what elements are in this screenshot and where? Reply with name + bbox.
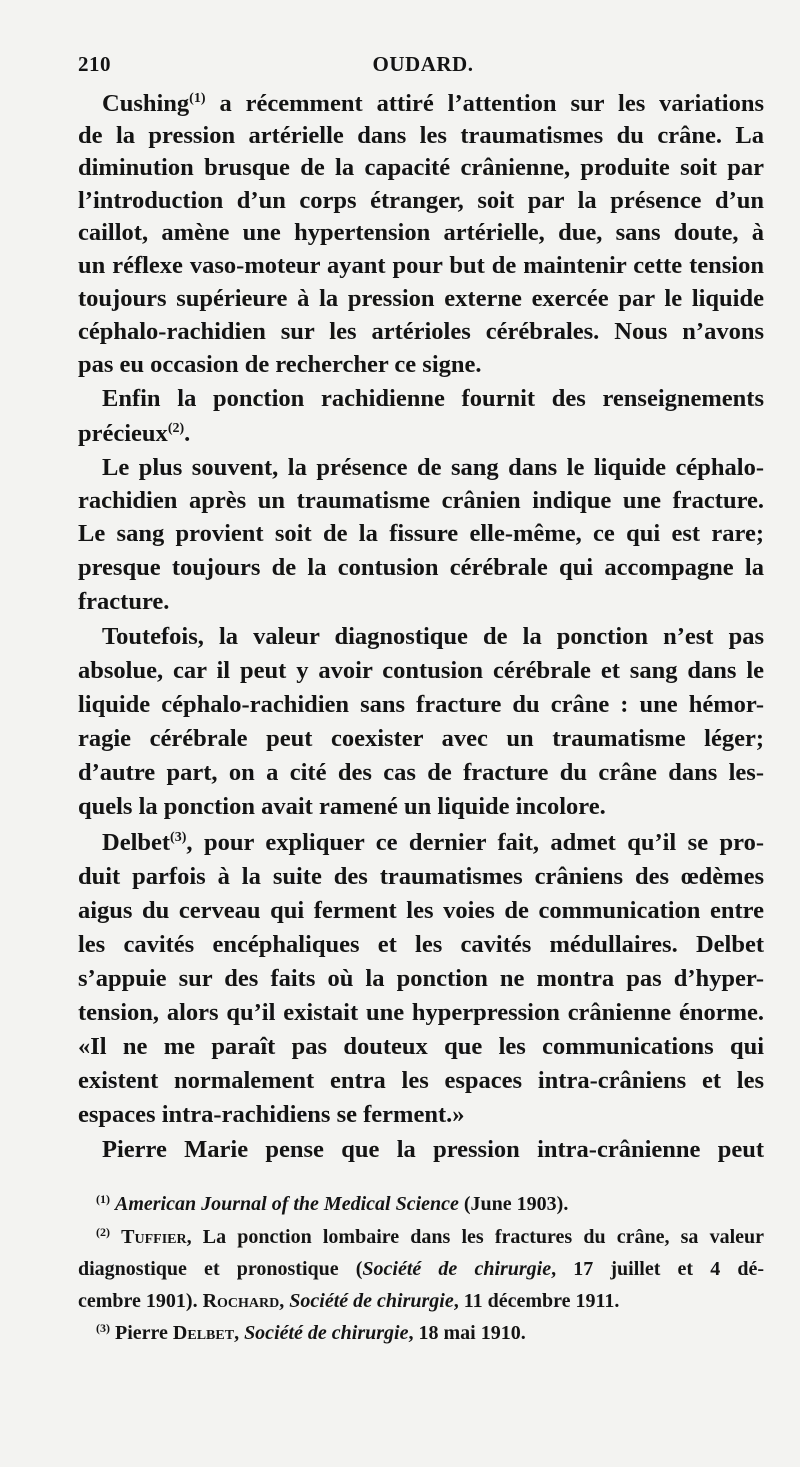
text-line: de la pression artérielle dans les traumatismes du crâne. La (78, 122, 764, 149)
text-line: Le sang provient soit de la fissure elle-même, ce qui est rare; (78, 520, 764, 547)
text-line: céphalo-rachidien sur les artérioles cérébrales. Nous n’avons (78, 318, 764, 345)
text-line: d’autre part, on a cité des cas de fracture du crâne dans les- (78, 759, 764, 786)
footnote-line: cembre 1901). Rochard, Société de chirurgie, 11 décembre 1911. (78, 1290, 620, 1312)
footnote: $^{(1)}$ American Journal of the Medical Science (June 1903). (96, 1192, 569, 1215)
text-line: précieux$^{(2)}$. (78, 420, 191, 447)
footnote-line: diagnostique et pronostique (Société de chirurgie, 17 juillet et 4 dé- (78, 1258, 764, 1280)
text-line: absolue, car il peut y avoir contusion cérébrale et sang dans le (78, 657, 764, 684)
text-line: liquide céphalo-rachidien sans fracture du crâne : une hémor- (78, 691, 764, 718)
footnote: $^{(2)}$ Tuffier, La ponction lombaire dans les fractures du crâne, sa valeur (96, 1225, 765, 1248)
text-line: caillot, amène une hypertension artérielle, due, sans doute, à (78, 219, 764, 246)
text-line: duit parfois à la suite des traumatismes crâniens des œdèmes (78, 863, 764, 890)
footnote-ref: (2) (167, 421, 185, 436)
text-line: Toutefois, la valeur diagnostique de la ponction n’est pas (102, 623, 764, 650)
footnote-ref: (3) (170, 830, 187, 845)
text-line: fracture. (78, 588, 170, 615)
text-line: Enfin la ponction rachidienne fournit des renseignements (102, 385, 764, 412)
footnote: $^{(3)}$ Pierre Delbet, Société de chirurgie, 18 mai 1910. (96, 1321, 526, 1344)
text-line: les cavités encéphaliques et les cavités médullaires. Delbet (78, 931, 764, 958)
text-line: rachidien après un traumatisme crânien indique une fracture. (78, 487, 764, 514)
text-line: Le plus souvent, la présence de sang dans le liquide céphalo- (102, 454, 764, 481)
text-line: espaces intra-rachidiens se ferment.» (78, 1101, 465, 1128)
text-line: Delbet$^{(3)}$, pour expliquer ce dernier fait, admet qu’il se pro- (102, 829, 764, 856)
text-line: tension, alors qu’il existait une hyperpression crânienne énorme. (78, 999, 764, 1026)
text-line: Pierre Marie pense que la pression intra-crânienne peut (102, 1136, 764, 1163)
text-line: quels la ponction avait ramené un liquide incolore. (78, 793, 606, 820)
page-header (78, 52, 768, 82)
page-number: 210 (78, 52, 111, 76)
text-line: toujours supérieure à la pression externe exercée par le liquide (78, 285, 764, 312)
text-line: «Il ne me paraît pas douteux que les communications qui (78, 1033, 764, 1060)
text-line: aigus du cerveau qui ferment les voies de communication entre (78, 897, 764, 924)
text-line: presque toujours de la contusion cérébrale qui accompagne la (78, 554, 764, 581)
text-line: un réflexe vaso-moteur ayant pour but de maintenir cette tension (78, 252, 764, 279)
text-line: existent normalement entra les espaces intra-crâniens et les (78, 1067, 764, 1094)
text-line: Cushing$^{(1)}$ a récemment attiré l’attention sur les variations (102, 90, 764, 117)
text-line: ragie cérébrale peut coexister avec un traumatisme léger; (78, 725, 764, 752)
running-head: OUDARD. (372, 52, 474, 76)
text-line: pas eu occasion de rechercher ce signe. (78, 351, 482, 378)
text-line: s’appuie sur des faits où la ponction ne montra pas d’hyper- (78, 965, 764, 992)
text-line: l’introduction d’un corps étranger, soit par la présence d’un (78, 187, 764, 214)
text-line: diminution brusque de la capacité crânienne, produite soit par (78, 154, 764, 181)
footnote-ref: (1) (189, 91, 206, 106)
